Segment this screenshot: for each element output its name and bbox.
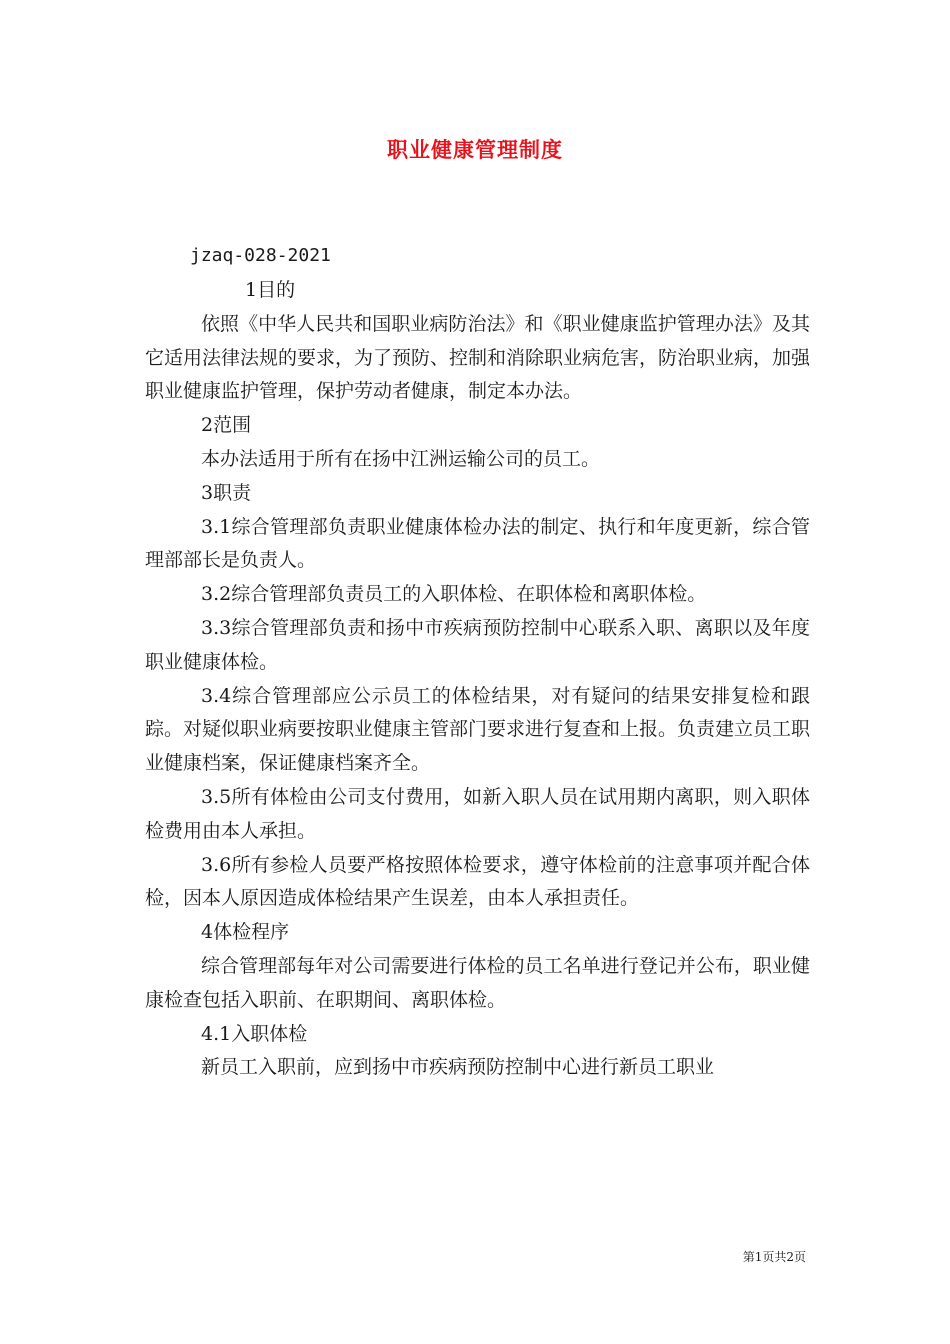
subsection-heading-entry-exam: 4.1入职体检 bbox=[201, 1022, 308, 1045]
paragraph-duty-3-3: 3.3综合管理部负责和扬中市疾病预防控制中心联系入职、离职以及年度职业健康体检。 bbox=[145, 616, 810, 673]
paragraph-entry-exam: 新员工入职前，应到扬中市疾病预防控制中心进行新员工职业 bbox=[201, 1056, 715, 1079]
page-number: 第1页共2页 bbox=[742, 1250, 806, 1264]
paragraph-duty-3-1: 3.1综合管理部负责职业健康体检办法的制定、执行和年度更新，综合管理部部长是负责人。 bbox=[145, 515, 810, 572]
section-heading-purpose: 1目的 bbox=[245, 279, 296, 301]
paragraph-purpose: 依照《中华人民共和国职业病防治法》和《职业健康监护管理办法》及其它适用法律法规的要求，为了预防、控制和消除职业病危害，防治职业病，加强职业健康监护管理，保护劳动者健康，制定本办法。 bbox=[145, 312, 811, 403]
section-heading-scope: 2范围 bbox=[201, 414, 252, 437]
paragraph-duty-3-4: 3.4综合管理部应公示员工的体检结果，对有疑问的结果安排复检和跟踪。对疑似职业病要按职业健康主管部门要求进行复查和上报。负责建立员工职业健康档案，保证健康档案齐全。 bbox=[145, 684, 811, 775]
section-heading-procedure: 4体检程序 bbox=[201, 921, 290, 944]
paragraph-duty-3-2: 3.2综合管理部负责员工的入职体检、在职体检和离职体检。 bbox=[201, 583, 707, 606]
paragraph-scope: 本办法适用于所有在扬中江洲运输公司的员工。 bbox=[201, 447, 601, 470]
document-title: 职业健康管理制度 bbox=[387, 138, 563, 162]
document-body bbox=[145, 274, 810, 1085]
document-code: jzaq-028-2021 bbox=[190, 245, 331, 266]
section-heading-duties: 3职责 bbox=[201, 481, 252, 504]
paragraph-duty-3-6: 3.6所有参检人员要严格按照体检要求，遵守体检前的注意事项并配合体检，因本人原因造成体检结果产生误差，由本人承担责任。 bbox=[145, 853, 810, 910]
paragraph-procedure: 综合管理部每年对公司需要进行体检的员工名单进行登记并公布，职业健康检查包括入职前、在职期间、离职体检。 bbox=[145, 954, 810, 1011]
paragraph-duty-3-5: 3.5所有体检由公司支付费用，如新入职人员在试用期内离职，则入职体检费用由本人承担。 bbox=[145, 785, 810, 842]
